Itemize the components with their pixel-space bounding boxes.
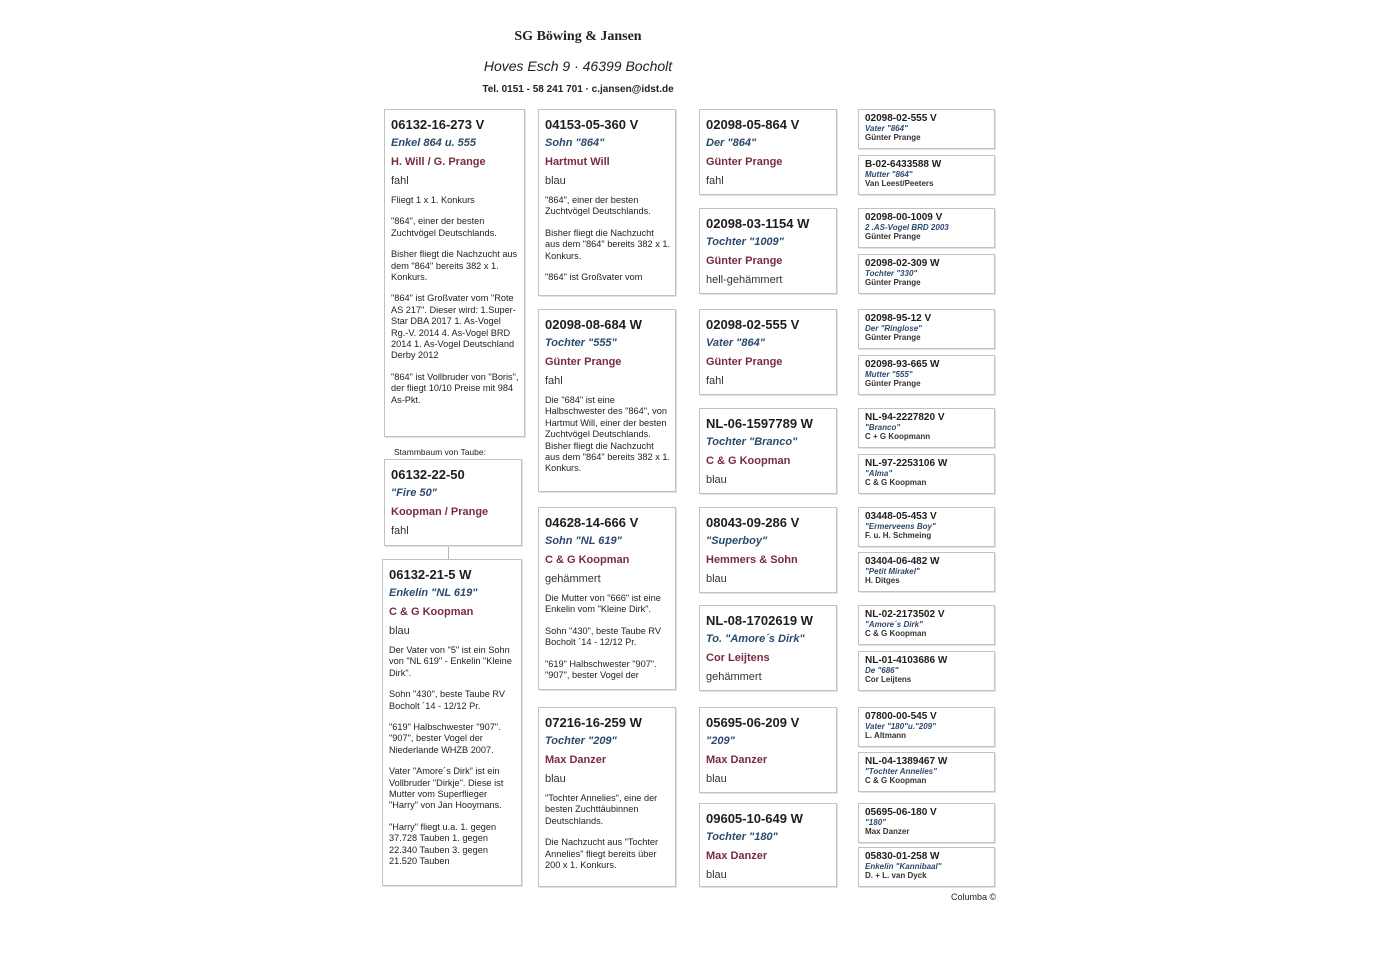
breeder: C & G Koopman	[706, 455, 791, 467]
grandparent-card	[699, 109, 837, 195]
ring-number: 05695-06-180 V	[865, 807, 937, 818]
parent-card	[538, 309, 676, 492]
great-grandparent-card	[858, 155, 995, 195]
grandparent-card	[699, 408, 837, 494]
connector-line	[676, 355, 677, 455]
note-line: Die Mutter von "666" ist eine Enkelin vom "Kleine Dirk".	[545, 593, 661, 615]
connector-line	[676, 155, 677, 255]
breeder: Koopman / Prange	[391, 506, 489, 518]
great-grandparent-card	[858, 254, 995, 294]
pigeon-notes	[545, 395, 670, 475]
breeder: C + G Koopmann	[865, 432, 931, 441]
pigeon-name: "Alma"	[865, 469, 893, 478]
ring-number: 03448-05-453 V	[865, 511, 937, 522]
note-line: Bisher fliegt die Nachzucht aus dem "864" bereits 382 x 1. Konkurs.	[545, 227, 671, 261]
ring-number: B-02-6433588 W	[865, 159, 942, 170]
pigeon-color: blau	[545, 175, 566, 187]
note-line: "Tochter Annelies", eine der besten Zuchttäubinnen Deutschlands.	[545, 793, 658, 826]
parent-card	[538, 707, 676, 887]
breeder: Günter Prange	[865, 379, 921, 388]
pigeon-name: "Branco"	[865, 423, 901, 432]
breeder: C & G Koopman	[389, 606, 474, 618]
breeder: Günter Prange	[865, 232, 921, 241]
ring-number: 02098-93-665 W	[865, 359, 940, 370]
pigeon-name: Enkelin "NL 619"	[389, 587, 478, 599]
grandparent-card	[699, 803, 837, 887]
ring-number: 06132-22-50	[391, 467, 465, 482]
note-line: "Harry" fliegt u.a. 1. gegen 37.728 Tauben 1. gegen 22.340 Tauben 3. gegen 21.520 Tauben	[389, 821, 497, 867]
pigeon-notes	[545, 593, 670, 681]
ring-number: NL-01-4103686 W	[865, 655, 948, 666]
ring-number: 02098-05-864 V	[706, 117, 800, 132]
breeder: Hemmers & Sohn	[706, 554, 798, 566]
parent-card	[538, 507, 676, 690]
great-grandparent-card	[858, 454, 995, 494]
breeder: Max Danzer	[865, 827, 910, 836]
pigeon-color: blau	[706, 869, 727, 881]
pigeon-color: gehämmert	[545, 573, 601, 585]
pigeon-name: "Ermerveens Boy"	[865, 522, 936, 531]
ring-number: 04153-05-360 V	[545, 117, 639, 132]
dam-pigeon-card	[382, 559, 522, 886]
ring-number: 06132-21-5 W	[389, 567, 472, 582]
pigeon-notes	[391, 195, 519, 406]
pigeon-color: fahl	[706, 375, 724, 387]
pigeon-name: De "686"	[865, 666, 899, 675]
ring-number: 02098-03-1154 W	[706, 216, 810, 231]
breeder: C & G Koopman	[865, 776, 927, 785]
pigeon-name: 2 .AS-Vogel BRD 2003	[865, 223, 949, 232]
great-grandparent-card	[858, 752, 995, 792]
pigeon-color: blau	[389, 625, 410, 637]
grandparent-card	[699, 309, 837, 395]
pigeon-name: Vater "864"	[706, 337, 765, 349]
breeder: H. Ditges	[865, 576, 900, 585]
pigeon-name: "Petit Mirakel"	[865, 567, 920, 576]
breeder: Günter Prange	[865, 133, 921, 142]
great-grandparent-card	[858, 309, 995, 349]
pigeon-name: Tochter "Branco"	[706, 436, 798, 448]
great-grandparent-card	[858, 847, 995, 887]
pigeon-color: hell-gehämmert	[706, 274, 783, 286]
pigeon-name: Sohn "864"	[545, 137, 605, 149]
great-grandparent-card	[858, 651, 995, 691]
breeder: Günter Prange	[865, 278, 921, 287]
pigeon-name: Tochter "209"	[545, 735, 617, 747]
pigeon-notes	[545, 195, 670, 283]
great-grandparent-card	[858, 355, 995, 395]
ring-number: 02098-00-1009 V	[865, 212, 943, 223]
pigeon-name: Tochter "1009"	[706, 236, 784, 248]
breeder: Günter Prange	[706, 356, 783, 368]
ring-number: 02098-02-555 V	[865, 113, 937, 124]
pigeon-color: blau	[545, 773, 566, 785]
note-line: "864" ist Großvater vom "Rote AS 217". Dieser wird: 1.Super-Star DBA 2017 1. As-Vogel Rg.-V. 2014 4. As-Vogel BRD 2014 1. As-Vogel Deutschland Derby 2012	[391, 293, 516, 361]
ring-number: NL-94-2227820 V	[865, 412, 945, 423]
grandparent-card	[699, 707, 837, 793]
great-grandparent-card	[858, 803, 995, 843]
connector-line	[676, 752, 677, 852]
breeder: Max Danzer	[545, 754, 607, 766]
ring-number: 02098-08-684 W	[545, 317, 642, 332]
ring-number: 02098-02-555 V	[706, 317, 800, 332]
middle-pigeon-card	[384, 459, 522, 546]
grandparent-card	[699, 605, 837, 691]
great-grandparent-card	[858, 109, 995, 149]
breeder: D. + L. van Dyck	[865, 871, 927, 880]
note-line: Die "684" ist eine Halbschwester des "864", von Hartmut Will, einer der besten Zuchtvögel Deutschlands. Bisher fliegt die Nachzucht aus dem "864" bereits 382 x 1. Konkurs.	[545, 395, 671, 474]
note-line: "864", einer der besten Zuchtvögel Deutschlands.	[545, 195, 651, 217]
pigeon-name: "Superboy"	[706, 535, 768, 547]
kennel-address: Hoves Esch 9 · 46399 Bocholt	[483, 58, 673, 74]
note-line: "619" Halbschwester "907". "907", bester Vogel der	[545, 658, 657, 681]
ring-number: 02098-95-12 V	[865, 313, 932, 324]
breeder: Günter Prange	[865, 333, 921, 342]
pigeon-name: Vater "864"	[865, 124, 908, 133]
breeder: Günter Prange	[545, 356, 622, 368]
great-grandparent-card	[858, 408, 995, 448]
pigeon-name: To. "Amore´s Dirk"	[706, 633, 805, 645]
breeder: Günter Prange	[706, 255, 783, 267]
ring-number: 07216-16-259 W	[545, 715, 642, 730]
ring-number: 06132-16-273 V	[391, 117, 485, 132]
great-grandparent-card	[858, 552, 995, 592]
grandparent-card	[699, 208, 837, 294]
ring-number: NL-06-1597789 W	[706, 416, 813, 431]
pigeon-name: Tochter "180"	[706, 831, 778, 843]
pigeon-color: fahl	[391, 175, 409, 187]
pigeon-name: Enkel 864 u. 555	[391, 137, 476, 149]
ring-number: 07800-00-545 V	[865, 711, 937, 722]
breeder: Max Danzer	[706, 754, 768, 766]
great-grandparent-card	[858, 208, 995, 248]
ring-number: NL-97-2253106 W	[865, 458, 948, 469]
pigeon-name: Enkelin "Kannibaal"	[865, 862, 942, 871]
note-line: "864", einer der besten Zuchtvögel Deutschlands.	[391, 216, 497, 238]
ring-number: 05695-06-209 V	[706, 715, 800, 730]
breeder: Günter Prange	[706, 156, 783, 168]
note-line: "619" Halbschwester "907". "907", bester Vogel der Niederlande WHZB 2007.	[389, 722, 501, 755]
ring-number: 08043-09-286 V	[706, 515, 800, 530]
breeder: Cor Leijtens	[865, 675, 912, 684]
breeder: Van Leest/Peeters	[865, 179, 934, 188]
ring-number: NL-02-2173502 V	[865, 609, 945, 620]
footer-credit: Columba ©	[951, 892, 997, 902]
pigeon-name: Der "Ringlose"	[865, 324, 922, 333]
connector-line	[448, 546, 449, 560]
pigeon-name: Mutter "555"	[865, 370, 913, 379]
connector-line	[676, 553, 677, 653]
pigeon-color: fahl	[391, 525, 409, 537]
connector-line	[525, 200, 526, 400]
note-line: Sohn "430", beste Taube RV Bocholt ´14 - 12/12 Pr.	[389, 689, 506, 711]
pigeon-name: Vater "180"u."209"	[865, 722, 936, 731]
pigeon-color: blau	[706, 474, 727, 486]
pigeon-name: Tochter "555"	[545, 337, 617, 349]
breeder: L. Altmann	[865, 731, 907, 740]
breeder: Cor Leijtens	[706, 652, 770, 664]
note-line: Der Vater von "5" ist ein Sohn von "NL 619" - Enkelin "Kleine Dirk".	[389, 645, 512, 678]
pedigree-label: Stammbaum von Taube:	[394, 447, 486, 457]
pigeon-name: "Amore´s Dirk"	[865, 620, 923, 629]
pigeon-color: blau	[706, 773, 727, 785]
ring-number: NL-08-1702619 W	[706, 613, 813, 628]
breeder: C & G Koopman	[865, 629, 927, 638]
pigeon-name: Tochter "330"	[865, 269, 918, 278]
pigeon-notes	[389, 645, 516, 868]
note-line: Die Nachzucht aus "Tochter Annelies" fliegt bereits über 200 x 1. Konkurs.	[545, 837, 659, 871]
pigeon-name: "Fire 50"	[391, 487, 437, 499]
grandparent-card	[699, 507, 837, 593]
breeder: C & G Koopman	[865, 478, 927, 487]
ring-number: 03404-06-482 W	[865, 556, 940, 567]
ring-number: 05830-01-258 W	[865, 851, 940, 862]
breeder: C & G Koopman	[545, 554, 630, 566]
connector-line	[522, 598, 523, 798]
pigeon-color: blau	[706, 573, 727, 585]
breeder: H. Will / G. Prange	[391, 156, 486, 168]
ring-number: 02098-02-309 W	[865, 258, 940, 269]
pigeon-name: "Tochter Annelies"	[865, 767, 937, 776]
kennel-contact: Tel. 0151 - 58 241 701 · c.jansen@idst.de	[482, 84, 674, 95]
ring-number: 09605-10-649 W	[706, 811, 803, 826]
great-grandparent-card	[858, 707, 995, 747]
ring-number: 04628-14-666 V	[545, 515, 639, 530]
great-grandparent-card	[858, 507, 995, 547]
pigeon-notes	[545, 793, 670, 871]
pigeon-color: gehämmert	[706, 671, 762, 683]
pigeon-name: "209"	[706, 735, 735, 747]
great-grandparent-card	[858, 605, 995, 645]
note-line: Sohn "430", beste Taube RV Bocholt ´14 - 12/12 Pr.	[545, 625, 662, 648]
breeder: Max Danzer	[706, 850, 768, 862]
note-line: Bisher fliegt die Nachzucht aus dem "864" bereits 382 x 1. Konkurs.	[391, 249, 518, 283]
kennel-name: SG Böwing & Jansen	[514, 29, 642, 44]
pigeon-name: Der "864"	[706, 137, 757, 149]
pigeon-color: fahl	[706, 175, 724, 187]
note-line: "864" ist Vollbruder von "Boris", der fliegt 10/10 Preise mit 984 As-Pkt.	[391, 371, 519, 405]
breeder: Hartmut Will	[545, 156, 610, 168]
pigeon-name: Mutter "864"	[865, 170, 913, 179]
subject-pigeon-card	[384, 109, 525, 437]
parent-card	[538, 109, 676, 296]
pigeon-color: fahl	[545, 375, 563, 387]
note-line: Vater "Amore´s Dirk" ist ein Vollbruder "Dirkje". Diese ist Mutter vom Superflieger "Harry" von Jan Hooymans.	[389, 766, 504, 811]
breeder: F. u. H. Schmeing	[865, 531, 932, 540]
pigeon-name: Sohn "NL 619"	[545, 535, 622, 547]
ring-number: NL-04-1389467 W	[865, 756, 948, 767]
note-line: Fliegt 1 x 1. Konkurs	[391, 195, 475, 205]
pigeon-name: "180"	[865, 818, 886, 827]
note-line: "864" ist Großvater vom	[545, 272, 643, 283]
